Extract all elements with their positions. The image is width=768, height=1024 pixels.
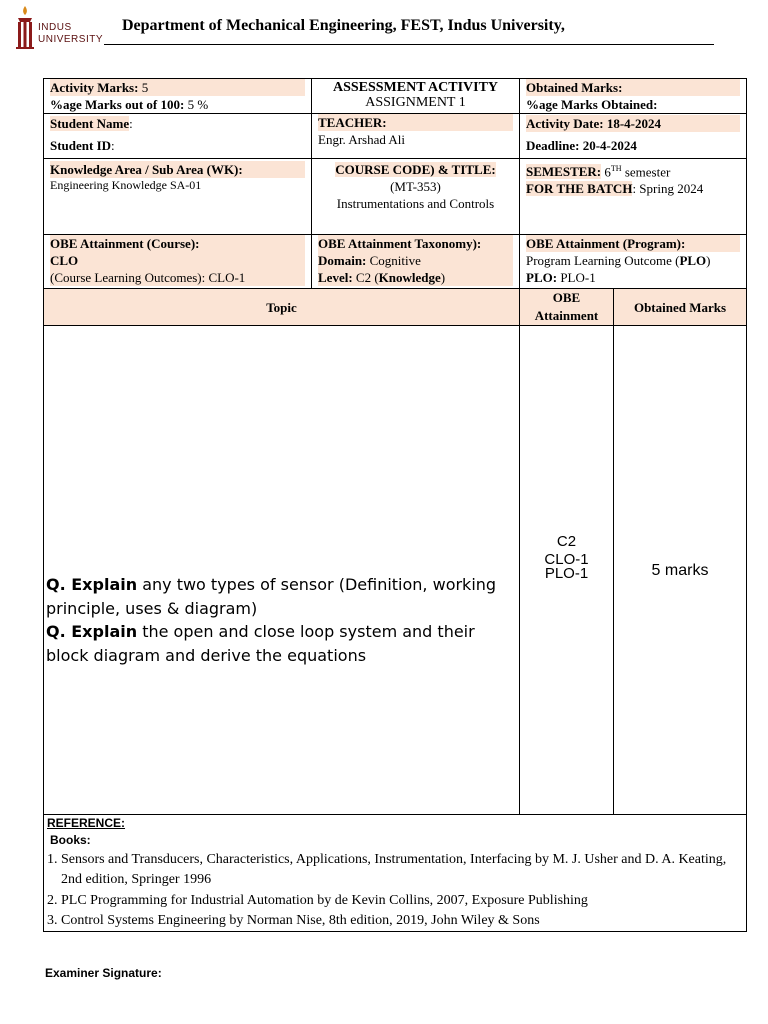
dates-cell [520, 114, 747, 159]
knowledge-value: Engineering Knowledge SA-01 [50, 178, 202, 192]
obe-attainment-value-cell [520, 326, 614, 815]
q1-bold: Q. Explain [46, 575, 138, 594]
semester-num: 6 [604, 164, 611, 180]
logo-text-indus: INDUS [38, 22, 72, 33]
activity-marks-value: 5 [141, 80, 149, 95]
obe-course-label: OBE Attainment (Course): [50, 235, 305, 252]
semester-sup: TH [610, 164, 622, 173]
q1-text: any two types of sensor (Definition, working principle, uses & diagram) [46, 575, 497, 618]
batch-value: : Spring 2024 [632, 181, 704, 197]
examiner-signature-label: Examiner Signature: [45, 966, 162, 980]
level-value: C2 ( [355, 270, 379, 285]
deadline: Deadline: 20-4-2024 [526, 138, 637, 153]
questions-cell [44, 326, 520, 815]
level-label: Level: [318, 270, 353, 285]
teacher-value: Engr. Arshad Ali [318, 132, 406, 147]
teacher-label: TEACHER: [318, 114, 513, 131]
logo-text-university: UNIVERSITY [38, 34, 104, 45]
course-cell [312, 159, 520, 235]
torch-icon [14, 4, 36, 50]
assessment-subtitle: ASSIGNMENT 1 [365, 95, 466, 110]
pct-marks-value: 5 % [187, 97, 209, 112]
student-id-label: Student ID [50, 138, 112, 153]
university-logo [14, 4, 104, 50]
obe-prog-label: OBE Attainment (Program): [526, 235, 740, 252]
question-2 [46, 620, 517, 667]
obe-clo: CLO-1 [544, 551, 589, 568]
pct-obtained-label: %age Marks Obtained: [526, 97, 658, 112]
plo-desc: Program Learning Outcome ( [526, 253, 680, 268]
student-name-label: Student Name [50, 116, 130, 131]
level-close: ) [440, 270, 446, 285]
domain-label: Domain: [318, 253, 367, 268]
q2-text: the open and close loop system and their block diagram and derive the equations [46, 622, 475, 665]
semester-cell [520, 159, 747, 235]
knowledge-area-cell [44, 159, 312, 235]
plo-label: PLO: [526, 270, 558, 285]
activity-date: Activity Date: 18-4-2024 [526, 115, 740, 132]
obtained-marks-header: Obtained Marks [614, 289, 747, 326]
teacher-cell [312, 114, 520, 159]
batch-label: FOR THE BATCH [526, 181, 633, 197]
obe-taxonomy-cell [312, 235, 520, 289]
reference-item-2: 2. PLC Programming for Industrial Automation by de Kevin Collins, 2007, Exposure Publishing [47, 893, 588, 908]
header-divider [104, 44, 714, 45]
pct-marks-label: %age Marks out of 100: [50, 97, 185, 112]
obe-attainment-header: OBE Attainment [520, 289, 614, 326]
activity-marks-label: Activity Marks: [50, 80, 139, 95]
question-1 [46, 573, 517, 620]
obe-program-cell [520, 235, 747, 289]
obe-tax-label: OBE Attainment Taxonomy): [318, 235, 513, 252]
clo-value: (Course Learning Outcomes): CLO-1 [50, 269, 305, 286]
course-code: (MT-353) [390, 179, 441, 194]
marks-value: 5 marks [651, 561, 709, 579]
course-label: COURSE CODE) & TITLE: [335, 162, 496, 177]
domain-value: Cognitive [369, 253, 421, 268]
obtained-marks-label: Obtained Marks: [526, 79, 740, 96]
assessment-table [43, 78, 747, 932]
topic-header: Topic [44, 289, 520, 326]
knowledge-label: Knowledge Area / Sub Area (WK): [50, 161, 305, 178]
student-cell: Student Name: Student ID: [44, 114, 312, 159]
semester-label: SEMESTER: [526, 164, 602, 180]
assessment-activity-cell [312, 79, 520, 114]
obe-course-cell [44, 235, 312, 289]
books-label: Books: [50, 833, 91, 847]
department-title: Department of Mechanical Engineering, FEST, Indus University, [122, 17, 565, 34]
reference-item-1: 1. Sensors and Transducers, Characteristics, Applications, Instrumentation, Interfacing by M. J. Usher and D. A. Keating, 2nd edition, Springer 1996 [47, 852, 727, 887]
assessment-title: ASSESSMENT ACTIVITY [332, 80, 499, 95]
course-title: Instrumentations and Controls [336, 196, 495, 211]
reference-item-3: 3. Control Systems Engineering by Norman Nise, 8th edition, 2019, John Wiley & Sons [47, 913, 540, 928]
marks-cell [614, 326, 747, 815]
plo-abbr: PLO [679, 253, 707, 268]
level-bold: Knowledge [378, 270, 441, 285]
reference-title: REFERENCE: [47, 816, 126, 830]
activity-marks-cell [44, 79, 312, 114]
obe-c2: C2 [556, 533, 577, 550]
q2-bold: Q. Explain [46, 622, 138, 641]
obe-plo: PLO-1 [544, 565, 589, 582]
obtained-marks-cell [520, 79, 747, 114]
semester-rest: semester [624, 164, 671, 180]
plo-desc-close: ) [706, 253, 711, 268]
clo-label: CLO [50, 252, 305, 269]
reference-cell [44, 815, 747, 932]
plo-value: PLO-1 [560, 270, 596, 285]
